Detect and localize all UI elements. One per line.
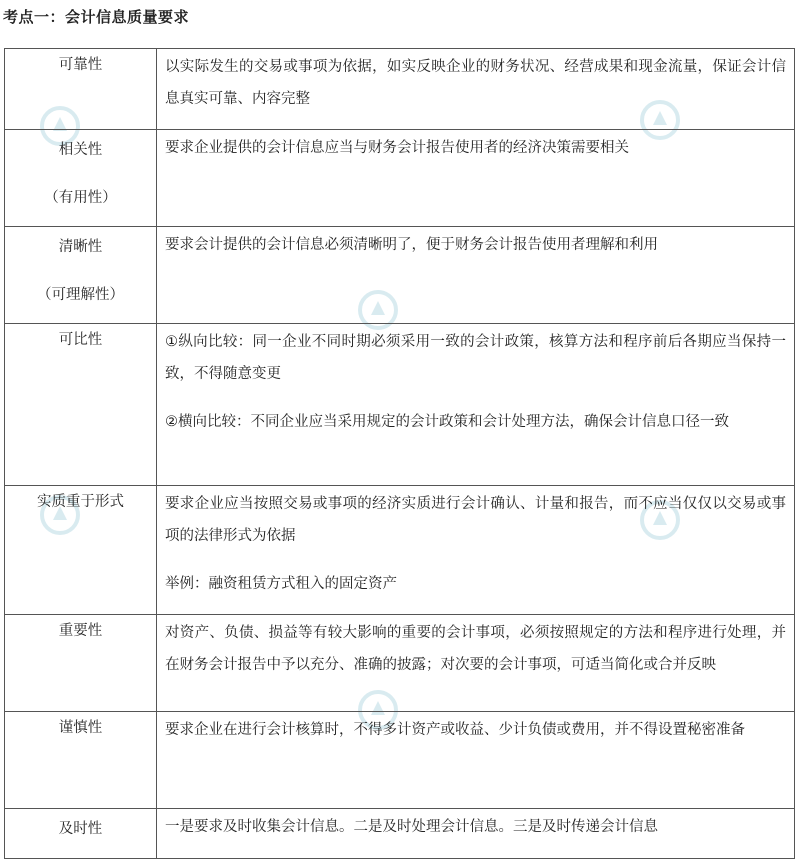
- term-alias: （有用性）: [44, 190, 117, 206]
- description-text: 要求企业提供的会计信息应当与财务会计报告使用者的经济决策需要相关: [165, 140, 629, 156]
- description-cell: [157, 486, 795, 615]
- term-name: 相关性: [58, 142, 103, 158]
- accounting-quality-table: [4, 48, 795, 859]
- description-text: 要求企业在进行会计核算时，不得多计资产或收益、少计负债或费用，并不得设置秘密准备: [165, 722, 745, 738]
- page-title: 考点一：会计信息质量要求: [3, 8, 190, 26]
- table-row: [5, 809, 795, 859]
- description-text: 要求企业应当按照交易或事项的经济实质进行会计确认、计量和报告，而不应当仅仅以交易或事项的法律形式为依据: [165, 496, 786, 544]
- term-name: 及时性: [58, 821, 103, 837]
- table-row: [5, 615, 795, 712]
- description-cell: [157, 130, 795, 227]
- term-cell: [5, 324, 157, 486]
- term-cell: [5, 712, 157, 809]
- table-row: [5, 49, 795, 130]
- term-name: 可靠性: [58, 57, 103, 73]
- description-text: ①纵向比较：同一企业不同时期必须采用一致的会计政策，核算方法和程序前后各期应当保持一致，不得随意变更: [165, 334, 786, 382]
- term-cell: [5, 49, 157, 130]
- description-text: 要求会计提供的会计信息必须清晰明了，便于财务会计报告使用者理解和利用: [165, 237, 658, 253]
- description-cell: [157, 227, 795, 324]
- description-cell: [157, 49, 795, 130]
- term-name: 谨慎性: [58, 720, 103, 736]
- description-cell: [157, 615, 795, 712]
- description-text: 一是要求及时收集会计信息。二是及时处理会计信息。三是及时传递会计信息: [165, 819, 658, 835]
- term-cell: [5, 227, 157, 324]
- term-alias: （可理解性）: [37, 287, 124, 303]
- description-text: 对资产、负债、损益等有较大影响的重要的会计事项，必须按照规定的方法和程序进行处理，并在财务会计报告中予以充分、准确的披露；对次要的会计事项，可适当简化或合并反映: [165, 625, 786, 673]
- term-cell: [5, 130, 157, 227]
- description-cell: [157, 324, 795, 486]
- term-cell: [5, 615, 157, 712]
- description-text: ②横向比较：不同企业应当采用规定的会计政策和会计处理方法，确保会计信息口径一致: [165, 414, 729, 430]
- table-row: [5, 486, 795, 615]
- description-cell: [157, 712, 795, 809]
- term-name: 实质重于形式: [37, 494, 124, 510]
- term-name: 清晰性: [58, 239, 103, 255]
- term-cell: [5, 809, 157, 859]
- term-name: 可比性: [58, 332, 103, 348]
- description-cell: [157, 809, 795, 859]
- term-name: 重要性: [58, 623, 103, 639]
- table-row: [5, 227, 795, 324]
- term-cell: [5, 486, 157, 615]
- table-row: [5, 324, 795, 486]
- description-text: 以实际发生的交易或事项为依据，如实反映企业的财务状况、经营成果和现金流量，保证会计信息真实可靠、内容完整: [165, 59, 786, 107]
- table-row: [5, 712, 795, 809]
- example-text: 举例：融资租赁方式租入的固定资产: [165, 576, 397, 592]
- table-row: [5, 130, 795, 227]
